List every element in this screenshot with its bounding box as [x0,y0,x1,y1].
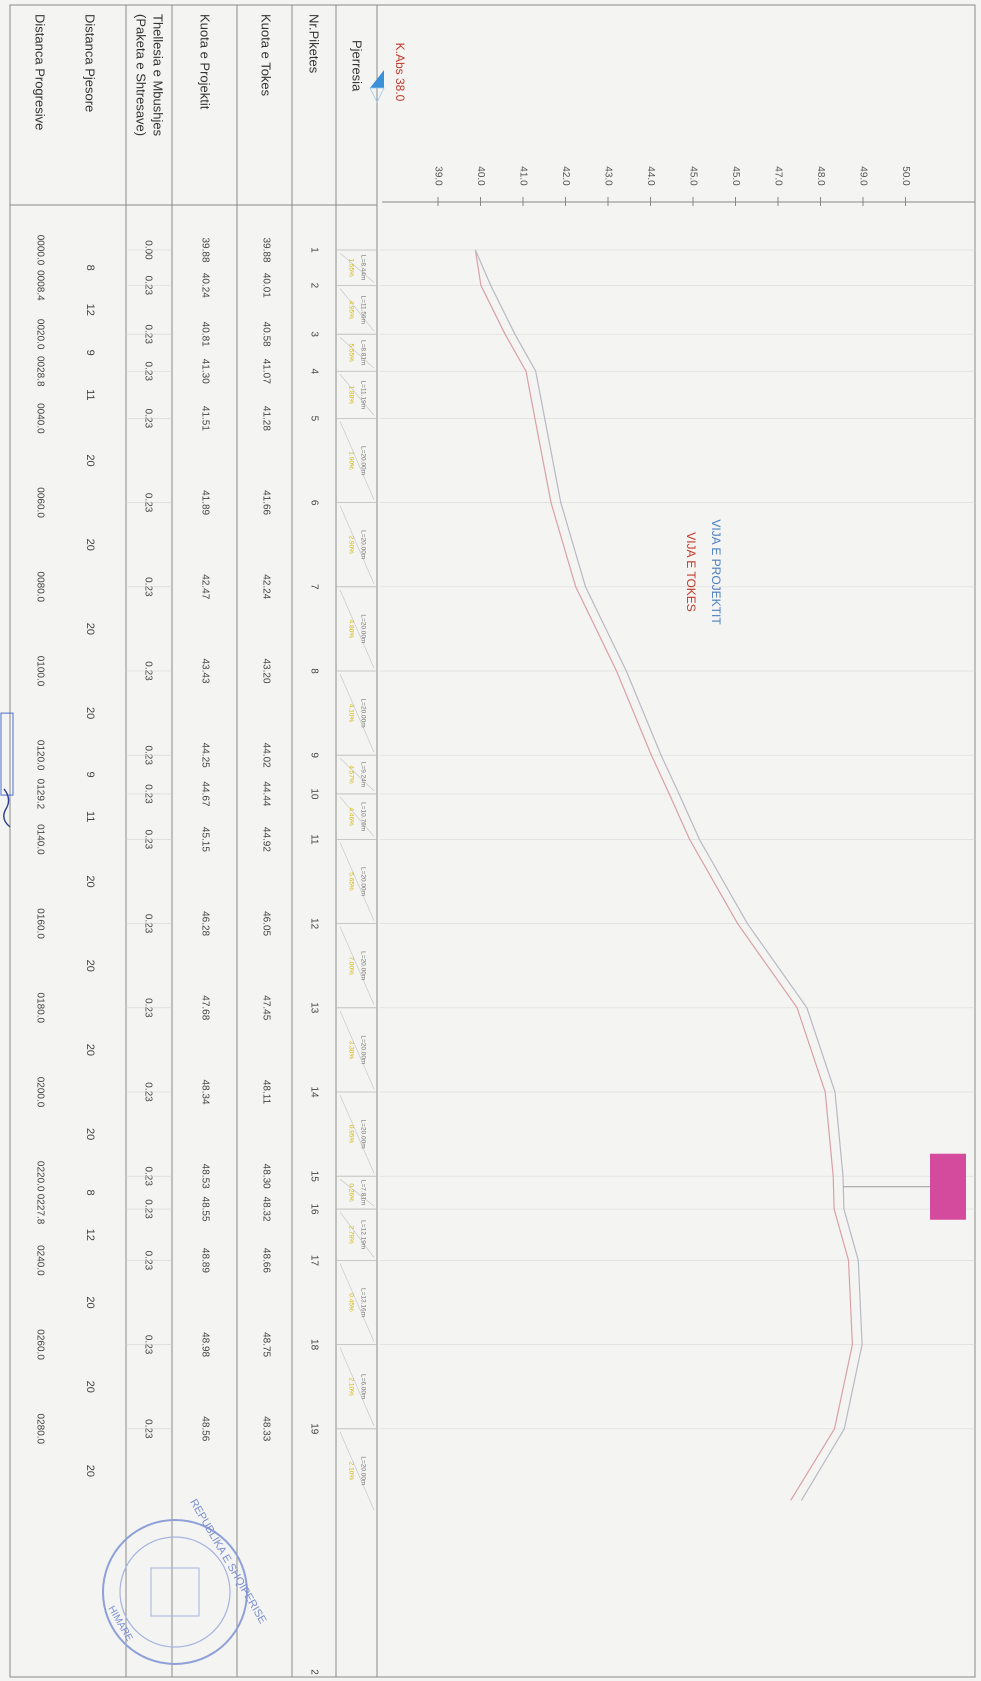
slope-length-label: L=8.81m [359,339,367,366]
station-number: 4 [308,368,320,375]
ground-elevation-value: 46.05 [260,911,272,937]
chainage-label: 0227.8 [34,1193,46,1225]
station-number: 10 [308,788,320,800]
partial-distance-value: 20 [84,706,96,720]
fill-depth-value: 0.23 [142,577,154,597]
slope-percent-label: 4.95% [347,300,355,320]
elevation-tick-label: 40.0 [475,166,486,186]
partial-distance-value: 20 [84,454,96,467]
partial-distance-value: 9 [84,349,96,356]
partial-distance-value: 20 [84,1043,96,1057]
slope-percent-label: 2.90% [347,535,355,554]
slope-length-label: L=12.19m [359,1220,367,1250]
slope-percent-label: 1.90% [347,451,355,470]
slope-length-label: L=11.19m [359,380,367,410]
row-header-kuota-projektit: Kuota e Projektit [197,14,213,110]
slope-length-label: L=10.76m [359,802,367,832]
chainage-label: 0060.0 [34,487,46,518]
fill-depth-value: 0.23 [142,829,154,850]
slope-percent-label: 0.45% [347,1293,355,1312]
ground-elevation-value: 44.44 [260,781,272,807]
station-number: 6 [308,499,320,506]
fill-depth-value: 0.23 [142,361,154,381]
partial-distance-value: 20 [84,875,96,888]
chainage-label: 0000.0 [34,234,46,266]
project-elevation-value: 39.88 [199,237,211,263]
slope-length-label: L=6.00m [359,1373,367,1400]
station-number: 19 [308,1423,320,1435]
row-header-nr-piketes: Nr.Piketes [306,14,322,74]
row-header-thellesia-sub: (Paketa e Shtresave) [133,14,149,137]
legend-ground: VIJA E TOKES [684,532,698,612]
elevation-tick-label: 48.0 [815,166,826,186]
chainage-label: 0129.2 [34,778,46,810]
slope-percent-label: 1.55% [347,258,355,277]
project-elevation-value: 48.34 [199,1079,211,1105]
partial-distance-value: 20 [84,622,96,636]
station-number: 3 [308,331,320,337]
station-number: 16 [308,1203,320,1215]
row-header-distanca-progresive: Distanca Progresive [32,14,48,131]
slope-length-label: L=13.16m [359,1287,367,1318]
elevation-tick-label: 50.0 [900,166,911,186]
slope-length-label: L=20.00m [359,698,367,728]
slope-percent-label: 7.00% [347,956,355,975]
partial-distance-value: 8 [84,264,96,271]
station-number: 5 [308,415,320,422]
fill-depth-value: 0.23 [142,745,154,765]
partial-distance-value: 11 [84,389,96,401]
elevation-tick-label: 44.0 [645,166,656,186]
fill-depth-value: 0.23 [142,1419,154,1439]
project-elevation-value: 48.98 [199,1332,211,1358]
fill-depth-value: 0.00 [142,240,154,260]
slope-length-label: L=20.00m [359,614,367,644]
chainage-label: 0008.4 [34,270,46,301]
slope-length-label: L=9.24m [359,761,367,788]
fill-depth-value: 0.23 [142,1334,154,1355]
partial-distance-value: 20 [84,1127,96,1141]
fill-depth-value: 0.23 [142,998,154,1018]
slope-percent-label: 3.30% [347,1040,355,1060]
chainage-label: 0040.0 [34,403,46,434]
slope-percent-label: 4.80% [347,619,355,639]
fill-depth-value: 0.23 [142,1166,154,1186]
slope-length-label: L=8.44m [359,254,367,281]
slope-length-label: L=20.00m [359,445,367,476]
slope-length-label: L=20.00m [359,530,367,560]
project-elevation-value: 40.24 [199,272,211,298]
slope-percent-label: 0.95% [347,1124,355,1144]
chainage-label: 0260.0 [34,1329,46,1360]
station-number: 13 [308,1002,320,1014]
chainage-label: 0020.0 [34,318,46,350]
ground-elevation-value: 43.20 [260,658,272,684]
datum-label: K.Abs 38.0 [393,42,407,102]
ground-elevation-value: 48.75 [260,1332,272,1358]
row-header-thellesia: Thellesia e Mbushjes [150,14,166,137]
slope-length-label: L=20.00m [359,1119,367,1149]
partial-distance-value: 20 [84,1464,96,1478]
slope-percent-label: 4.10% [347,703,355,723]
partial-distance-value: 20 [84,1296,96,1309]
fill-depth-value: 0.23 [142,913,154,934]
official-stamp-text: REPUBLIKA E SHQIPERISE [187,1497,269,1626]
station-number: 12 [308,918,320,930]
fill-depth-value: 0.23 [142,1250,154,1271]
chainage-label: 0028.8 [34,355,46,387]
partial-distance-value: 11 [84,810,96,823]
ground-elevation-value: 48.32 [260,1196,272,1222]
project-elevation-value: 48.89 [199,1247,211,1273]
station-number: 14 [308,1086,320,1098]
chainage-label: 0120.0 [34,739,46,771]
fill-depth-value: 0.23 [142,1199,154,1219]
station-number: 7 [308,584,320,590]
slope-percent-label: 2.10% [347,1377,355,1396]
slope-percent-label: 4.46% [347,807,355,826]
slope-percent-label: 5.55% [347,343,355,362]
elevation-tick-label: 39.0 [432,166,444,186]
partial-distance-value: 8 [84,1189,96,1196]
chainage-label: 0100.0 [34,655,46,687]
project-elevation-value: 41.89 [199,490,211,516]
station-number: 17 [308,1254,320,1266]
fill-depth-value: 0.23 [142,492,154,513]
elevation-tick-label: 49.0 [857,166,869,186]
ground-elevation-value: 44.92 [260,826,272,852]
partial-distance-value: 12 [84,1228,96,1241]
station-number: 2 [308,1669,320,1675]
station-number: 9 [308,752,320,758]
project-elevation-value: 42.47 [199,574,211,600]
project-elevation-value: 47.68 [199,995,211,1021]
station-number: 1 [308,247,320,253]
legend-project: VIJA E PROJEKTIT [709,519,723,625]
chainage-label: 0140.0 [34,824,46,855]
elevation-tick-label: 45.0 [687,166,699,186]
fill-depth-value: 0.23 [142,661,154,681]
fill-depth-value: 0.23 [142,324,154,344]
project-elevation-value: 41.51 [199,405,211,431]
station-number: 11 [308,834,320,845]
slope-percent-label: 2.10% [347,1461,355,1481]
project-elevation-value: 44.67 [199,781,211,807]
station-number: 15 [308,1170,320,1182]
project-elevation-value: 48.56 [199,1416,211,1442]
chainage-label: 0220.0 [34,1160,46,1192]
partial-distance-value: 9 [84,771,96,778]
ground-elevation-value: 48.33 [260,1416,272,1442]
station-number: 8 [308,668,320,674]
project-elevation-value: 46.28 [199,911,211,937]
slope-length-label: L=20.00m [359,951,367,981]
ground-elevation-value: 42.24 [260,574,272,600]
chainage-label: 0240.0 [34,1245,46,1276]
partial-distance-value: 12 [84,303,96,316]
station-number: 2 [308,282,320,289]
ground-elevation-value: 41.66 [260,490,272,516]
slope-percent-label: 4.57% [347,765,355,784]
elevation-tick-label: 45.0 [730,166,741,186]
slope-length-label: L=7.81m [359,1179,367,1206]
ground-elevation-value: 40.01 [260,272,272,298]
partial-distance-value: 20 [84,538,96,551]
project-elevation-value: 41.30 [199,358,211,384]
ground-elevation-value: 44.02 [260,742,272,768]
elevation-tick-label: 43.0 [602,166,614,186]
project-elevation-value: 40.81 [199,321,211,347]
ground-elevation-value: 48.30 [260,1163,272,1189]
slope-length-label: L=20.00m [359,866,367,897]
ground-elevation-value: 48.66 [260,1247,272,1273]
slope-length-label: L=11.56m [359,295,367,325]
chainage-label: 0200.0 [34,1076,46,1108]
fill-depth-value: 0.23 [142,275,154,296]
project-elevation-value: 44.25 [199,742,211,768]
chainage-label: 0160.0 [34,908,46,939]
chainage-label: 0280.0 [34,1413,46,1445]
station-number: 18 [308,1339,320,1351]
marker-block [930,1154,966,1220]
ground-elevation-value: 48.11 [260,1079,272,1105]
fill-depth-value: 0.23 [142,408,154,429]
fill-depth-value: 0.23 [142,784,154,804]
row-header-distanca-pjesore: Distanca Pjesore [82,14,98,113]
elevation-tick-label: 47.0 [772,166,784,186]
row-header-pjerresia: Pjerresia [349,40,365,92]
chainage-label: 0080.0 [34,571,46,603]
partial-distance-value: 20 [84,959,96,972]
ground-elevation-value: 41.28 [260,405,272,431]
chainage-label: 0180.0 [34,992,46,1024]
slope-percent-label: 2.79% [347,1225,355,1244]
ground-elevation-value: 47.45 [260,995,272,1021]
ground-elevation-value: 39.88 [260,237,272,263]
slope-length-label: L=20.00m [359,1035,367,1065]
project-elevation-value: 45.15 [199,826,211,852]
slope-length-label: L=20.00m [359,1456,367,1486]
official-stamp-subtext: HIMARE [105,1604,135,1644]
project-elevation-value: 48.53 [199,1163,211,1189]
slope-percent-label: 5.65% [347,872,355,891]
slope-percent-label: 1.88% [347,385,355,405]
fill-depth-value: 0.23 [142,1082,154,1102]
ground-elevation-value: 40.58 [260,321,272,347]
slope-percent-label: 0.26% [347,1183,355,1202]
ground-elevation-value: 41.07 [260,358,272,384]
partial-distance-value: 20 [84,1380,96,1393]
elevation-tick-label: 42.0 [560,166,571,186]
elevation-tick-label: 41.0 [517,166,529,186]
row-header-kuota-tokes: Kuota e Tokes [258,14,274,97]
project-elevation-value: 48.55 [199,1196,211,1222]
project-elevation-value: 43.43 [199,658,211,684]
